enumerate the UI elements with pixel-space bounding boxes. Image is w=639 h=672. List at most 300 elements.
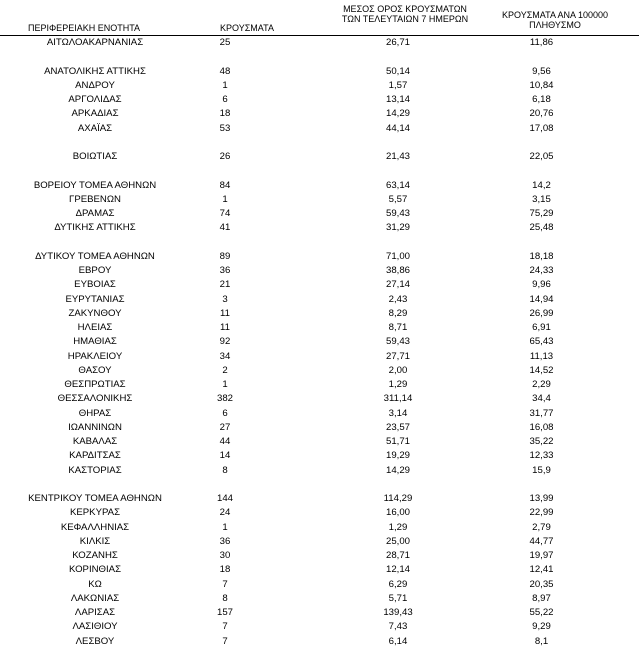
region-cell bbox=[0, 164, 190, 178]
region-cell bbox=[0, 264, 190, 278]
region-cell bbox=[0, 236, 190, 250]
region-cell-text: ΗΜΑΘΙΑΣ bbox=[73, 336, 117, 348]
avg-cell bbox=[310, 549, 470, 563]
cases-cell-text: 26 bbox=[219, 151, 231, 162]
avg-cell-text: 25,00 bbox=[385, 535, 410, 547]
cases-cell-text: 21 bbox=[219, 279, 231, 291]
avg-cell bbox=[310, 592, 470, 606]
cases-cell bbox=[190, 478, 310, 492]
cases-cell-text: 6 bbox=[222, 407, 228, 419]
rate-cell bbox=[470, 65, 639, 79]
avg-cell bbox=[310, 264, 470, 278]
cases-cell bbox=[190, 65, 310, 79]
avg-cell-text: 5,71 bbox=[388, 592, 408, 604]
avg-cell bbox=[310, 407, 470, 421]
region-cell bbox=[0, 407, 190, 421]
table-row bbox=[0, 492, 639, 506]
rate-cell-text: 6,91 bbox=[532, 322, 551, 333]
rate-cell-text: 35,22 bbox=[529, 436, 554, 447]
cases-cell-text: 6 bbox=[222, 94, 228, 105]
table-row bbox=[0, 207, 639, 221]
cases-cell bbox=[190, 592, 310, 606]
cases-cell bbox=[190, 449, 310, 463]
rate-cell bbox=[470, 36, 639, 50]
region-cell-text: ΒΟΙΩΤΙΑΣ bbox=[72, 151, 118, 162]
rate-cell-text: 8,1 bbox=[534, 635, 549, 647]
table-row bbox=[0, 563, 639, 577]
avg-cell-text: 21,43 bbox=[385, 151, 410, 162]
rate-cell bbox=[470, 307, 639, 321]
rate-cell bbox=[470, 392, 639, 406]
table-row bbox=[0, 578, 639, 592]
avg-cell-text: 44,14 bbox=[385, 122, 410, 134]
rate-cell bbox=[470, 635, 639, 649]
rate-cell-text: 17,08 bbox=[529, 122, 554, 134]
region-cell bbox=[0, 478, 190, 492]
cases-cell-text: 27 bbox=[219, 421, 231, 433]
rate-cell bbox=[470, 506, 639, 520]
region-cell-text: ΘΑΣΟΥ bbox=[78, 364, 112, 376]
header-rate-line1: ΚΡΟΥΣΜΑΤΑ ΑΝΑ 100000 bbox=[502, 10, 608, 20]
avg-cell-text: 5,57 bbox=[388, 193, 408, 205]
rate-cell bbox=[470, 50, 639, 64]
avg-cell bbox=[310, 321, 470, 335]
cases-cell bbox=[190, 435, 310, 449]
region-cell bbox=[0, 36, 190, 50]
table-row bbox=[0, 307, 639, 321]
region-cell bbox=[0, 207, 190, 221]
region-cell bbox=[0, 521, 190, 535]
table-row bbox=[0, 321, 639, 335]
rate-cell bbox=[470, 278, 639, 292]
rate-cell bbox=[470, 549, 639, 563]
rate-cell-text: 24,33 bbox=[529, 265, 554, 276]
region-cell-text: ΗΡΑΚΛΕΙΟΥ bbox=[67, 350, 123, 362]
region-cell-text: ΚΙΛΚΙΣ bbox=[79, 535, 111, 547]
rate-cell bbox=[470, 107, 639, 121]
avg-cell bbox=[310, 535, 470, 549]
rate-cell bbox=[470, 164, 639, 178]
region-cell-text: ΛΑΚΩΝΙΑΣ bbox=[70, 592, 120, 604]
cases-cell-text: 25 bbox=[219, 37, 231, 48]
avg-cell-text: 51,71 bbox=[385, 436, 410, 447]
rate-cell bbox=[470, 179, 639, 193]
avg-cell-text: 1,29 bbox=[388, 521, 408, 533]
table-row bbox=[0, 378, 639, 392]
table-row bbox=[0, 36, 639, 50]
rate-cell-text: 9,29 bbox=[532, 621, 551, 633]
region-cell bbox=[0, 535, 190, 549]
region-cell-text: ΚΟΡΙΝΘΙΑΣ bbox=[68, 564, 122, 576]
table-row bbox=[0, 293, 639, 307]
table-row bbox=[0, 392, 639, 406]
cases-cell bbox=[190, 350, 310, 364]
table-row bbox=[0, 79, 639, 93]
table-row bbox=[0, 179, 639, 193]
table-row bbox=[0, 350, 639, 364]
cases-cell-text: 157 bbox=[216, 607, 233, 618]
cases-cell-text: 2 bbox=[222, 364, 228, 376]
table-row bbox=[0, 264, 639, 278]
region-cell-text: ΒΟΡΕΙΟΥ ΤΟΜΕΑ ΑΘΗΝΩΝ bbox=[33, 179, 157, 191]
cases-cell-text: 89 bbox=[219, 250, 231, 262]
cases-cell bbox=[190, 107, 310, 121]
table-row bbox=[0, 521, 639, 535]
avg-cell-text: 114,29 bbox=[383, 493, 413, 504]
region-cell-text: ΚΕΝΤΡΙΚΟΥ ΤΟΜΕΑ ΑΘΗΝΩΝ bbox=[28, 493, 162, 504]
region-cell-text: ΛΑΣΙΘΙΟΥ bbox=[72, 621, 118, 633]
rate-cell-text: 8,97 bbox=[532, 592, 551, 604]
avg-cell-text: 8,29 bbox=[388, 307, 408, 319]
rate-cell bbox=[470, 563, 639, 577]
region-cell bbox=[0, 221, 190, 235]
cases-cell-text: 41 bbox=[219, 222, 231, 234]
avg-cell bbox=[310, 250, 470, 264]
region-cell-text: ΑΡΚΑΔΙΑΣ bbox=[71, 108, 119, 120]
region-cell bbox=[0, 563, 190, 577]
cases-cell bbox=[190, 93, 310, 107]
table-row bbox=[0, 50, 639, 64]
table-row bbox=[0, 236, 639, 250]
avg-cell-text: 12,14 bbox=[385, 564, 410, 576]
rate-cell-text: 22,99 bbox=[529, 507, 554, 519]
avg-cell bbox=[310, 236, 470, 250]
avg-cell-text: 28,71 bbox=[385, 550, 410, 561]
rate-cell bbox=[470, 350, 639, 364]
region-cell-text: ΚΩ bbox=[88, 578, 102, 590]
rate-cell-text: 11,13 bbox=[529, 350, 554, 362]
table-row bbox=[0, 449, 639, 463]
cases-cell bbox=[190, 521, 310, 535]
avg-cell bbox=[310, 164, 470, 178]
region-cell-text: ΗΛΕΙΑΣ bbox=[77, 322, 113, 333]
avg-cell-text: 2,00 bbox=[388, 364, 408, 376]
avg-cell bbox=[310, 635, 470, 649]
region-cell-text: ΔΡΑΜΑΣ bbox=[75, 208, 115, 219]
cases-cell bbox=[190, 278, 310, 292]
table-row bbox=[0, 122, 639, 136]
region-cell bbox=[0, 293, 190, 307]
rate-cell bbox=[470, 578, 639, 592]
rate-cell bbox=[470, 93, 639, 107]
avg-cell bbox=[310, 278, 470, 292]
avg-cell-text: 27,14 bbox=[385, 279, 410, 291]
region-cell bbox=[0, 50, 190, 64]
avg-cell-text: 59,43 bbox=[385, 208, 410, 219]
table-row bbox=[0, 421, 639, 435]
cases-cell bbox=[190, 335, 310, 349]
rate-cell bbox=[470, 321, 639, 335]
region-cell bbox=[0, 421, 190, 435]
avg-cell-text: 7,43 bbox=[388, 621, 408, 633]
cases-cell bbox=[190, 307, 310, 321]
avg-cell-text: 14,29 bbox=[385, 464, 410, 476]
avg-cell bbox=[310, 93, 470, 107]
header-rate-line2: ΠΛΗΘΥΣΜΟ bbox=[529, 20, 581, 30]
region-cell bbox=[0, 435, 190, 449]
cases-cell bbox=[190, 193, 310, 207]
rate-cell-text: 14,2 bbox=[532, 179, 551, 191]
avg-cell-text: 26,71 bbox=[385, 37, 410, 48]
avg-cell bbox=[310, 364, 470, 378]
rate-cell-text: 14,52 bbox=[529, 364, 554, 376]
region-cell bbox=[0, 592, 190, 606]
cases-cell bbox=[190, 563, 310, 577]
avg-cell-text: 6,14 bbox=[388, 635, 408, 647]
rate-cell bbox=[470, 136, 639, 150]
rate-cell bbox=[470, 407, 639, 421]
table-row bbox=[0, 278, 639, 292]
table-row bbox=[0, 506, 639, 520]
region-cell bbox=[0, 464, 190, 478]
region-cell bbox=[0, 350, 190, 364]
table-row bbox=[0, 407, 639, 421]
region-cell-text: ΔΥΤΙΚΗΣ ΑΤΤΙΚΗΣ bbox=[54, 222, 136, 234]
avg-cell-text: 50,14 bbox=[385, 65, 410, 77]
rate-cell bbox=[470, 193, 639, 207]
region-cell bbox=[0, 150, 190, 164]
avg-cell bbox=[310, 392, 470, 406]
cases-cell bbox=[190, 236, 310, 250]
avg-cell-text: 139,43 bbox=[383, 607, 413, 618]
cases-cell-text: 36 bbox=[219, 265, 231, 276]
avg-cell-text: 63,14 bbox=[385, 179, 410, 191]
rate-cell-text: 15,9 bbox=[532, 464, 551, 476]
cases-cell bbox=[190, 264, 310, 278]
region-cell-text: ΘΕΣΠΡΩΤΙΑΣ bbox=[64, 379, 126, 390]
rate-cell bbox=[470, 449, 639, 463]
cases-cell-text: 144 bbox=[216, 493, 233, 504]
cases-cell bbox=[190, 36, 310, 50]
region-cell-text: ΑΝΔΡΟΥ bbox=[75, 79, 115, 91]
rate-cell-text: 12,41 bbox=[529, 564, 554, 576]
rate-cell-text: 22,05 bbox=[529, 151, 554, 162]
cases-cell-text: 7 bbox=[222, 578, 228, 590]
rate-cell bbox=[470, 150, 639, 164]
table-row bbox=[0, 620, 639, 634]
region-cell-text: ΕΥΒΟΙΑΣ bbox=[74, 279, 116, 291]
avg-cell bbox=[310, 521, 470, 535]
avg-cell-text: 13,14 bbox=[385, 94, 410, 105]
region-cell bbox=[0, 635, 190, 649]
cases-cell bbox=[190, 421, 310, 435]
avg-cell bbox=[310, 193, 470, 207]
cases-cell bbox=[190, 635, 310, 649]
region-cell bbox=[0, 65, 190, 79]
header-region: ΠΕΡΙΦΕΡΕΙΑΚΗ ΕΝΟΤΗΤΑ bbox=[28, 23, 141, 33]
region-cell bbox=[0, 378, 190, 392]
header-avg-line1: ΜΕΣΟΣ ΟΡΟΣ ΚΡΟΥΣΜΑΤΩΝ bbox=[343, 4, 467, 14]
cases-cell bbox=[190, 136, 310, 150]
rate-cell-text: 12,33 bbox=[529, 450, 554, 462]
table-row bbox=[0, 136, 639, 150]
rate-cell bbox=[470, 492, 639, 506]
rate-cell bbox=[470, 606, 639, 620]
rate-cell bbox=[470, 464, 639, 478]
region-cell-text: ΑΝΑΤΟΛΙΚΗΣ ΑΤΤΙΚΗΣ bbox=[44, 65, 146, 77]
region-cell bbox=[0, 250, 190, 264]
region-cell bbox=[0, 335, 190, 349]
cases-cell-text: 36 bbox=[219, 535, 231, 547]
table-row bbox=[0, 335, 639, 349]
avg-cell-text: 31,29 bbox=[385, 222, 410, 234]
cases-cell bbox=[190, 79, 310, 93]
rate-cell-text: 13,99 bbox=[529, 493, 554, 504]
region-cell-text: ΚΟΖΑΝΗΣ bbox=[72, 550, 118, 561]
rate-cell bbox=[470, 221, 639, 235]
rate-cell-text: 3,15 bbox=[532, 193, 551, 205]
region-cell bbox=[0, 606, 190, 620]
cases-cell bbox=[190, 407, 310, 421]
region-cell-text: ΛΑΡΙΣΑΣ bbox=[74, 607, 116, 618]
table-row bbox=[0, 435, 639, 449]
cases-cell bbox=[190, 207, 310, 221]
cases-cell bbox=[190, 293, 310, 307]
avg-cell-text: 3,14 bbox=[388, 407, 408, 419]
table-row bbox=[0, 549, 639, 563]
avg-cell-text: 27,71 bbox=[385, 350, 410, 362]
avg-cell bbox=[310, 606, 470, 620]
cases-cell bbox=[190, 164, 310, 178]
avg-cell-text: 59,43 bbox=[385, 336, 410, 348]
region-cell bbox=[0, 492, 190, 506]
avg-cell bbox=[310, 435, 470, 449]
cases-cell bbox=[190, 364, 310, 378]
rate-cell-text: 55,22 bbox=[529, 607, 554, 618]
avg-cell bbox=[310, 65, 470, 79]
cases-cell bbox=[190, 321, 310, 335]
region-cell bbox=[0, 321, 190, 335]
cases-cell-text: 53 bbox=[219, 122, 231, 134]
rate-cell-text: 9,56 bbox=[532, 65, 551, 77]
table-row bbox=[0, 478, 639, 492]
avg-cell bbox=[310, 50, 470, 64]
cases-cell bbox=[190, 620, 310, 634]
region-cell-text: ΑΧΑΪΑΣ bbox=[77, 122, 113, 134]
cases-cell-text: 34 bbox=[219, 350, 231, 362]
rate-cell-text: 65,43 bbox=[529, 336, 554, 348]
region-cell bbox=[0, 179, 190, 193]
rate-cell bbox=[470, 122, 639, 136]
region-cell-text: ΙΩΑΝΝΙΝΩΝ bbox=[68, 421, 122, 433]
table-row bbox=[0, 221, 639, 235]
rate-cell-text: 11,86 bbox=[529, 37, 554, 48]
header-avg-line2: ΤΩΝ ΤΕΛΕΥΤΑΙΩΝ 7 ΗΜΕΡΩΝ bbox=[341, 14, 469, 24]
avg-cell bbox=[310, 36, 470, 50]
cases-cell-text: 74 bbox=[219, 208, 231, 219]
region-cell-text: ΘΗΡΑΣ bbox=[78, 407, 112, 419]
region-cell-text: ΚΑΣΤΟΡΙΑΣ bbox=[68, 464, 122, 476]
avg-cell bbox=[310, 449, 470, 463]
cases-cell bbox=[190, 606, 310, 620]
region-cell bbox=[0, 79, 190, 93]
region-cell-text: ΖΑΚΥΝΘΟΥ bbox=[68, 307, 122, 319]
cases-cell-text: 18 bbox=[219, 108, 231, 120]
cases-cell-text: 8 bbox=[222, 464, 228, 476]
avg-cell bbox=[310, 79, 470, 93]
avg-cell-text: 16,00 bbox=[385, 507, 410, 519]
rate-cell-text: 25,48 bbox=[529, 222, 554, 234]
cases-cell bbox=[190, 492, 310, 506]
cases-cell bbox=[190, 506, 310, 520]
table-body bbox=[0, 36, 639, 649]
cases-cell bbox=[190, 122, 310, 136]
rate-cell-text: 2,79 bbox=[532, 521, 551, 533]
cases-cell-text: 84 bbox=[219, 179, 231, 191]
avg-cell bbox=[310, 307, 470, 321]
cases-cell bbox=[190, 179, 310, 193]
rate-cell bbox=[470, 620, 639, 634]
rate-cell-text: 31,77 bbox=[529, 407, 554, 419]
region-cell-text: ΓΡΕΒΕΝΩΝ bbox=[69, 193, 121, 205]
avg-cell-text: 19,29 bbox=[385, 450, 410, 462]
rate-cell bbox=[470, 421, 639, 435]
cases-cell bbox=[190, 392, 310, 406]
table-row bbox=[0, 150, 639, 164]
avg-cell-text: 6,29 bbox=[388, 578, 408, 590]
avg-cell bbox=[310, 478, 470, 492]
region-cell bbox=[0, 278, 190, 292]
region-cell bbox=[0, 93, 190, 107]
cases-cell-text: 18 bbox=[219, 564, 231, 576]
rate-cell bbox=[470, 378, 639, 392]
avg-cell bbox=[310, 107, 470, 121]
avg-cell bbox=[310, 136, 470, 150]
cases-cell-text: 92 bbox=[219, 336, 231, 348]
cases-cell-text: 7 bbox=[222, 635, 228, 647]
rate-cell bbox=[470, 592, 639, 606]
table-row bbox=[0, 107, 639, 121]
rate-cell bbox=[470, 293, 639, 307]
region-cell-text: ΑΙΤΩΛΟΑΚΑΡΝΑΝΙΑΣ bbox=[46, 37, 144, 48]
rate-cell-text: 44,77 bbox=[529, 535, 554, 547]
cases-cell bbox=[190, 150, 310, 164]
region-cell bbox=[0, 549, 190, 563]
region-cell bbox=[0, 107, 190, 121]
rate-cell-text: 6,18 bbox=[532, 94, 551, 105]
rate-cell bbox=[470, 236, 639, 250]
region-cell bbox=[0, 364, 190, 378]
rate-cell bbox=[470, 335, 639, 349]
avg-cell bbox=[310, 179, 470, 193]
rate-cell-text: 9,96 bbox=[532, 279, 551, 291]
cases-cell bbox=[190, 250, 310, 264]
cases-cell-text: 8 bbox=[222, 592, 228, 604]
region-cell bbox=[0, 449, 190, 463]
rate-cell bbox=[470, 79, 639, 93]
cases-table bbox=[0, 36, 639, 649]
region-cell bbox=[0, 193, 190, 207]
rate-cell bbox=[470, 535, 639, 549]
region-cell-text: ΚΕΦΑΛΛΗΝΙΑΣ bbox=[60, 521, 130, 533]
avg-cell-text: 1,29 bbox=[388, 379, 408, 390]
rate-cell bbox=[470, 435, 639, 449]
avg-cell bbox=[310, 563, 470, 577]
table-row bbox=[0, 364, 639, 378]
avg-cell bbox=[310, 221, 470, 235]
cases-cell-text: 3 bbox=[222, 293, 228, 305]
cases-cell bbox=[190, 378, 310, 392]
avg-cell-text: 1,57 bbox=[388, 79, 408, 91]
cases-cell-text: 11 bbox=[220, 322, 230, 333]
rate-cell bbox=[470, 207, 639, 221]
cases-cell bbox=[190, 549, 310, 563]
avg-cell bbox=[310, 492, 470, 506]
rate-cell bbox=[470, 521, 639, 535]
table-row bbox=[0, 535, 639, 549]
region-cell-text: ΕΥΡΥΤΑΝΙΑΣ bbox=[65, 293, 125, 305]
rate-cell bbox=[470, 478, 639, 492]
